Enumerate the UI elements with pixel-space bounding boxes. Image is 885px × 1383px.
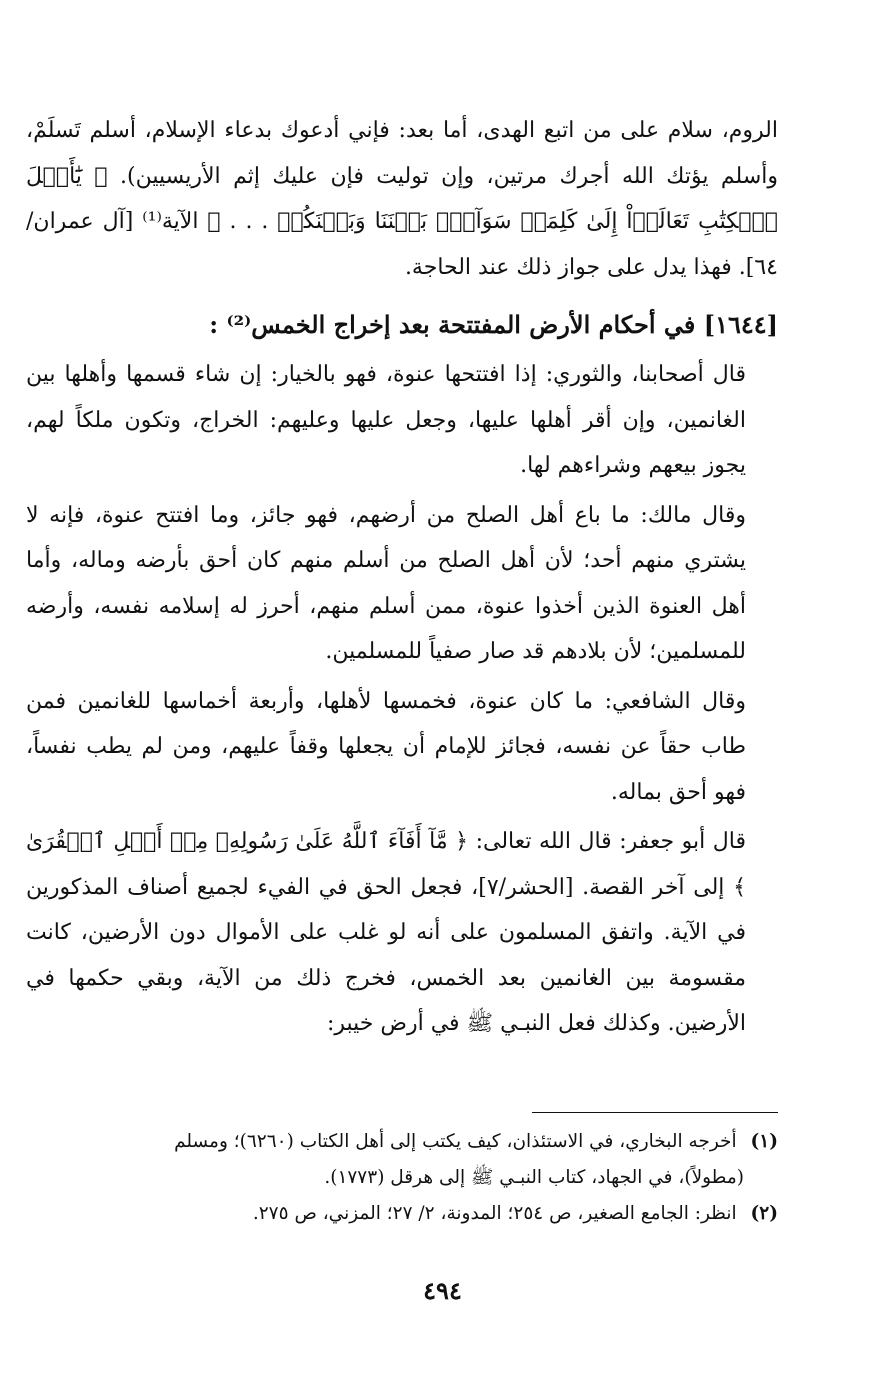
footnote-label: (٢) [750, 1203, 778, 1224]
footnote-divider [532, 1112, 778, 1113]
footnote-text: أخرجه البخاري، في الاستئذان، كيف يكتب إلى أهل الكتاب (٦٢٦٠)؛ ومسلم [174, 1131, 737, 1152]
footnotes [26, 1124, 778, 1232]
paragraph-hanafi: قال أصحابنا، والثوري: إذا افتتحها عنوة، فهو بالخيار: إن شاء قسمها وأهلها بين الغانمين، وإن أقر أهلها عليها، وجعل عليها وعليهم: الخراج، وتكون ملكاً لهم، يجوز بيعهم وشراءهم لها. [26, 362, 746, 478]
paragraph-abu-jafar: قال أبو جعفر: قال الله تعالى: ﴿ مَّآ أَفَآءَ ٱللَّهُ عَلَىٰ رَسُولِهِۦ مِنۡ أَهۡلِ ٱلۡقُرَىٰ ﴾ إلى آخر القصة. [الحشر/٧]، فجعل الحق في الفيء لجميع أصناف المذكورين في الآية. واتفق المسلمون على أنه لو غلب على الأموال دون الأرضين، كانت مقسومة بين الغانمين بعد الخمس، فخرج ذلك من الآية، وبقي حكمها في الأرضين. وكذلك فعل النبـي ﷺ في أرض خيبر: [26, 829, 746, 1036]
opening-paragraph: الروم، سلام على من اتبع الهدى، أما بعد: فإني أدعوك بدعاء الإسلام، أسلم تَسلَمْ، وأسلم يؤتك الله أجرك مرتين، وإن توليت فإن عليك إثم الأريسيين). ﴿ يَٰٓأَهۡلَ ٱلۡكِتَٰبِ تَعَالَوۡاْ إِلَىٰ كَلِمَةٖ سَوَآءِۭ بَيۡنَنَا وَبَيۡنَكُمۡ . . . ﴾ الآية⁽¹⁾ [آل عمران/ ٦٤]. فهذا يدل على جواز ذلك عند الحاجة. [26, 118, 778, 280]
footnote-text: انظر: الجامع الصغير، ص ٢٥٤؛ المدونة، ٢/ ٢٧؛ المزني، ص ٢٧٥. [252, 1203, 737, 1224]
footnote-label: (١) [750, 1131, 778, 1152]
section-title: في أحكام الأرض المفتتحة بعد إخراج الخمس⁽²⁾ : [209, 310, 696, 339]
footnote-1-continuation: (مطولاً)، في الجهاد، كتاب النبـي ﷺ إلى هرقل (١٧٧٣). [324, 1167, 744, 1188]
footnote-2 [26, 1196, 778, 1232]
page-number: ٤٩٤ [423, 1276, 462, 1305]
footnote-1 [26, 1124, 778, 1160]
paragraph-malik: وقال مالك: ما باع أهل الصلح من أرضهم، فهو جائز، وما افتتح عنوة، فإنه لا يشتري منهم أحد؛ لأن أهل الصلح من أسلم منهم كان أحق بأرضه وماله، وأما أهل العنوة الذين أخذوا عنوة، ممن أسلم منهم، أحرز له إسلامه نفسه، وأرضه للمسلمين؛ لأن بلادهم قد صار صفياً للمسلمين. [26, 502, 746, 664]
page-body [26, 108, 778, 1047]
section-heading [26, 300, 778, 350]
paragraph-shafii: وقال الشافعي: ما كان عنوة، فخمسها لأهلها، وأربعة أخماسها للغانمين فمن طاب حقاً عن نفسه، فجائز للإمام أن يجعلها وقفاً عليهم، ومن لم يطب نفساً، فهو أحق بماله. [26, 688, 746, 805]
section-number: [١٦٤٤] [703, 310, 778, 339]
